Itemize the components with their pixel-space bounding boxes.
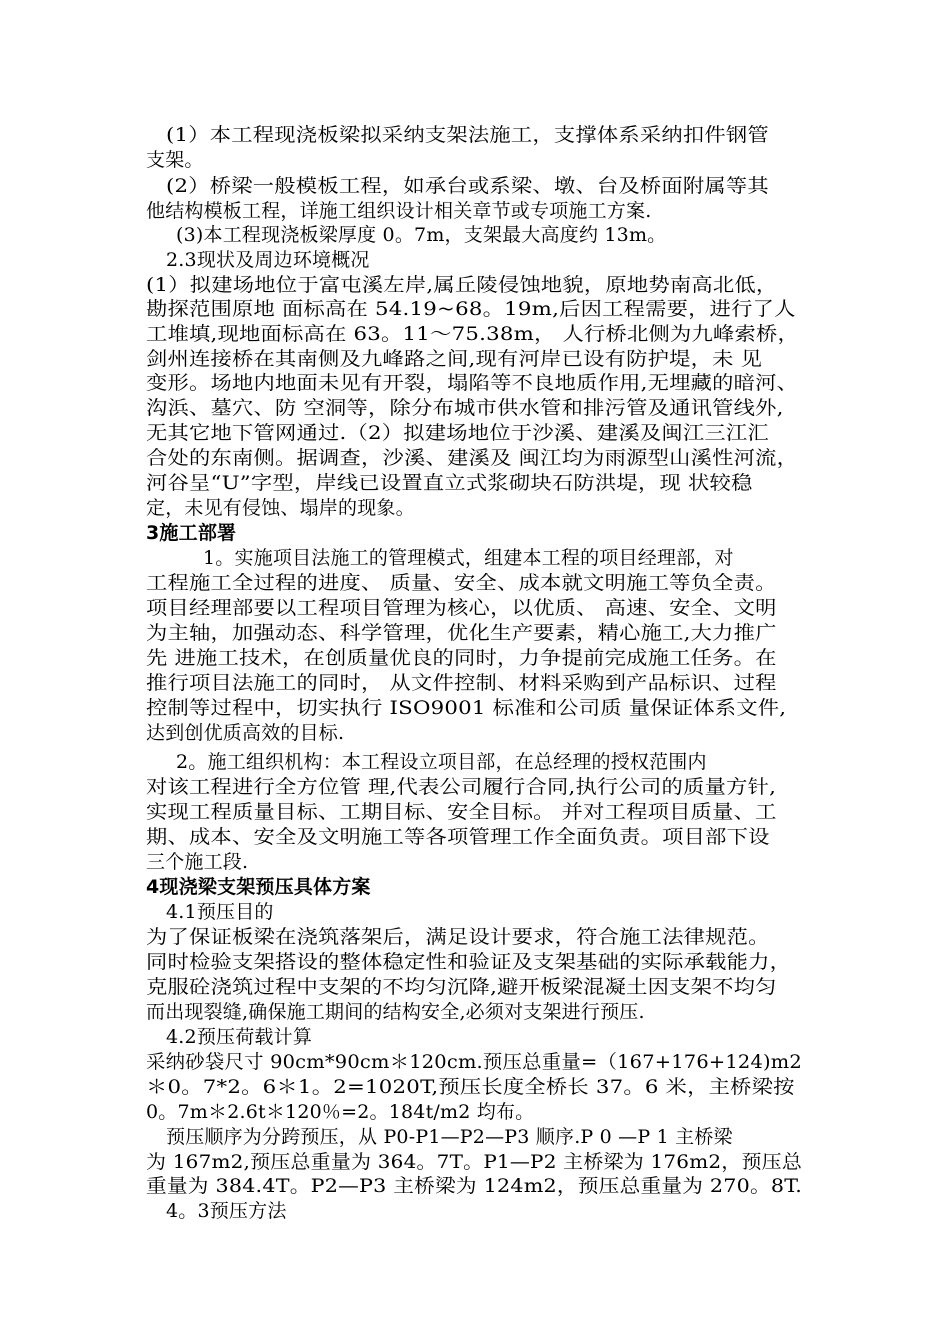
text-line: 实现工程质量目标、工期目标、安全目标。 并对工程项目质量、工 (146, 801, 777, 823)
text-line: 为 167m2,预压总重量为 364。7T。P1—P2 主桥梁为 176m2，预压总 (146, 1151, 803, 1173)
text-line: 为了保证板梁在浇筑落架后，满足设计要求，符合施工法律规范。 (146, 926, 770, 948)
text-line: 合处的东南侧。据调查，沙溪、建溪及 闽江均为雨源型山溪性河流， (146, 447, 799, 469)
text-line: 支架。 (146, 149, 204, 171)
section-heading: 4现浇梁支架预压具体方案 (146, 876, 371, 898)
text-line: 无其它地下管网通过.（2）拟建场地位于沙溪、建溪及闽江三江汇 (146, 422, 769, 444)
text-line: 重量为 384.4T。P2—P3 主桥梁为 124m2，预压总重量为 270。8T. (146, 1175, 803, 1197)
text-line: (3)本工程现浇板梁厚度 0。7m，支架最大高度约 13m。 (176, 224, 667, 246)
text-line: 勘探范围原地 面标高在 54.19~68。19m,后因工程需要，进行了人 (146, 298, 796, 320)
text-line: 2。施工组织机构：本工程设立项目部，在总经理的授权范围内 (176, 751, 707, 773)
text-line: (1）拟建场地位于富屯溪左岸,属丘陵侵蚀地貌，原地势南高北低， (146, 274, 778, 296)
text-line: 河谷呈“U”字型，岸线已设置直立式浆砌块石防洪堤，现 状较稳 (146, 472, 753, 494)
text-line: 期、成本、安全及文明施工等各项管理工作全面负责。项目部下设 (146, 826, 770, 848)
text-line: (1）本工程现浇板梁拟采纳支架法施工，支撑体系采纳扣件钢管 (166, 124, 769, 146)
text-line: 他结构模板工程，详施工组织设计相关章节或专项施工方案. (146, 200, 652, 222)
text-line: 工堆填,现地面标高在 63。11～75.38m， 人行桥北侧为九峰索桥， (146, 323, 800, 345)
text-line: 控制等过程中，切实执行 ISO9001 标准和公司质 量保证体系文件, (146, 697, 787, 719)
text-line: ＊0。7*2。6＊1。2=1020T,预压长度全桥长 37。6 米，主桥梁按 (146, 1076, 795, 1098)
section-heading: 3施工部署 (146, 522, 237, 544)
text-line: 变形。场地内地面未见有开裂，塌陷等不良地质作用,无埋藏的暗河、 (146, 372, 799, 394)
text-line: (2）桥梁一般模板工程，如承台或系梁、墩、台及桥面附属等其 (166, 175, 769, 197)
text-line: 三个施工段. (146, 851, 249, 873)
text-line: 采纳砂袋尺寸 90cm*90cm＊120cm.预压总重量=（167+176+124)m2 (146, 1051, 802, 1073)
text-line: 达到创优质高效的目标. (146, 722, 345, 744)
text-line: 定，未见有侵蚀、塌岸的现象。 (146, 497, 415, 519)
text-line: 预压顺序为分跨预压，从 P0-P1—P2—P3 顺序.P 0 —P 1 主桥梁 (166, 1126, 733, 1148)
text-line: 项目经理部要以工程项目管理为核心，以优质、 高速、安全、文明 (146, 597, 777, 619)
text-line: 工程施工全过程的进度、 质量、安全、成本就文明施工等负全责。 (146, 572, 777, 594)
text-line: 同时检验支架搭设的整体稳定性和验证及支架基础的实际承载能力， (146, 951, 792, 973)
text-line: 2.3现状及周边环境概况 (166, 249, 370, 271)
text-line: 为主轴，加强动态、科学管理，优化生产要素，精心施工,大力推广 (146, 622, 777, 644)
text-line: 剑州连接桥在其南侧及九峰路之间,现有河岸已设有防护堤，未 见 (146, 348, 763, 370)
text-line: 0。7m＊2.6t＊120％=2。184t/m2 均布。 (146, 1101, 535, 1123)
text-line: 而出现裂缝,确保施工期间的结构安全,必须对支架进行预压. (146, 1001, 645, 1023)
text-line: 4.2预压荷载计算 (166, 1026, 313, 1048)
text-line: 对该工程进行全方位管 理,代表公司履行合同,执行公司的质量方针, (146, 776, 777, 798)
text-line: 沟浜、墓穴、防 空洞等，除分布城市供水管和排污管及通讯管线外, (146, 397, 784, 419)
text-line: 推行项目法施工的同时， 从文件控制、材料采购到产品标识、过程 (146, 672, 777, 694)
text-line: 1。实施项目法施工的管理模式，组建本工程的项目经理部，对 (203, 547, 734, 569)
text-line: 4.1预压目的 (166, 901, 274, 923)
text-line: 先 进施工技术，在创质量优良的同时，力争提前完成施工任务。在 (146, 647, 777, 669)
text-line: 4。3预压方法 (166, 1200, 287, 1222)
text-line: 克服砼浇筑过程中支架的不均匀沉降,避开板梁混凝土因支架不均匀 (146, 976, 777, 998)
